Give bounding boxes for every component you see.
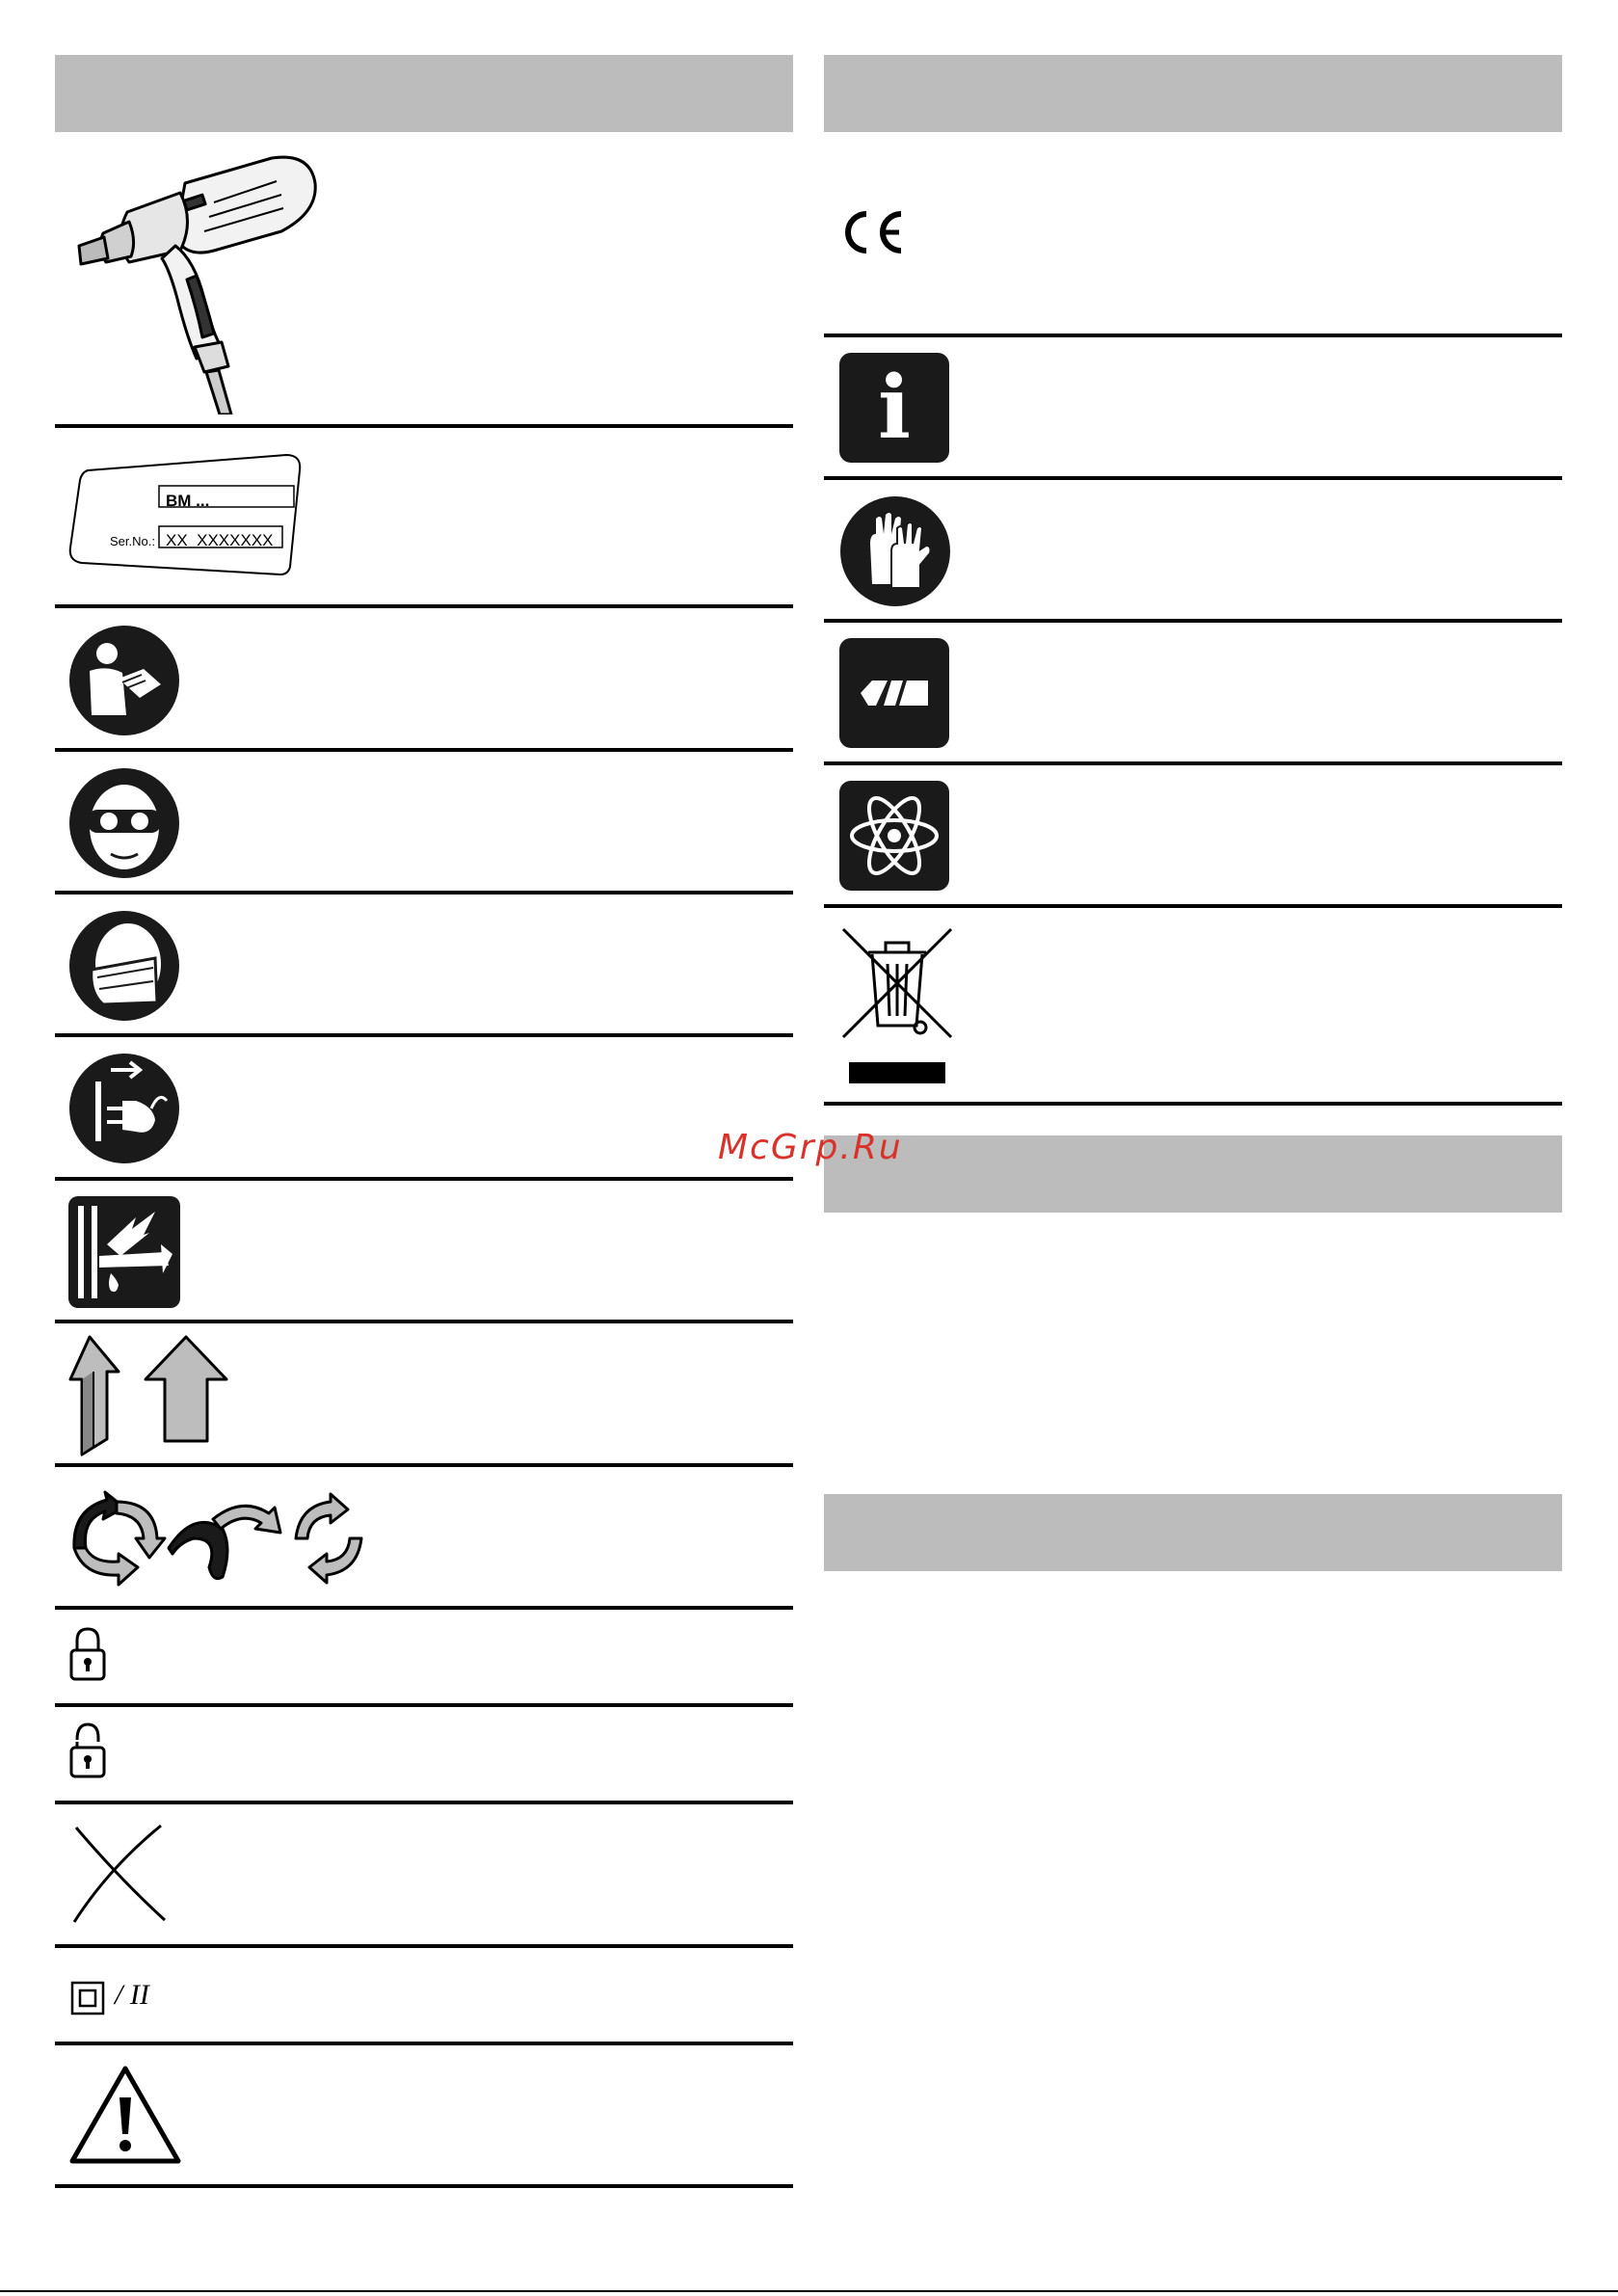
flat-chisel-icon xyxy=(839,638,949,748)
ce-row xyxy=(824,135,1562,337)
cross-row xyxy=(55,1804,793,1948)
unlock-row xyxy=(55,1707,793,1804)
atom-icon xyxy=(839,781,949,891)
right-header-bar-3 xyxy=(824,1494,1562,1571)
left-header-bar xyxy=(55,55,793,132)
class-two-text: / II xyxy=(115,1979,149,2011)
weee-row xyxy=(824,908,1562,1106)
page-bottom-line xyxy=(0,2290,1618,2292)
gloves-row xyxy=(824,480,1562,623)
dust-mask-row xyxy=(55,894,793,1037)
nameplate-serial-caption: Ser.No.: xyxy=(110,534,155,548)
nameplate-icon xyxy=(66,453,307,578)
right-header-bar-2 xyxy=(824,1135,1562,1213)
class-two-icon xyxy=(70,1981,105,2016)
class-two-row xyxy=(55,1948,793,2045)
drill-icon xyxy=(69,145,339,414)
eye-protection-icon xyxy=(68,767,180,879)
cross-icon xyxy=(70,1824,167,1924)
gloves-icon xyxy=(839,495,951,607)
unlock-icon xyxy=(68,1721,107,1780)
rotation-direction-icon xyxy=(68,1490,377,1587)
hidden-wiring-icon xyxy=(68,1196,180,1308)
warning-icon xyxy=(68,2065,182,2165)
nameplate-model-label: BM ... xyxy=(166,492,210,510)
hidden-wiring-row xyxy=(55,1181,793,1323)
lock-icon xyxy=(68,1625,107,1683)
eye-protection-row xyxy=(55,752,793,894)
read-manual-row xyxy=(55,608,793,752)
drill-row xyxy=(55,135,793,428)
lock-row xyxy=(55,1610,793,1707)
warning-row xyxy=(55,2045,793,2188)
read-manual-icon xyxy=(68,625,180,736)
rotation-direction-row xyxy=(55,1467,793,1610)
speed-arrows-icon xyxy=(68,1333,232,1458)
ce-mark-icon xyxy=(839,210,905,254)
dust-mask-icon xyxy=(68,910,180,1022)
weee-bin-icon xyxy=(839,925,955,1085)
unplug-icon xyxy=(68,1053,180,1164)
speed-arrows-row xyxy=(55,1323,793,1467)
atom-row xyxy=(824,765,1562,908)
flat-chisel-row xyxy=(824,623,1562,765)
info-icon: i xyxy=(839,353,949,463)
nameplate-row xyxy=(55,428,793,608)
nameplate-serial-value: XX XXXXXXX xyxy=(166,531,274,549)
right-header-bar xyxy=(824,55,1562,132)
unplug-row xyxy=(55,1037,793,1181)
watermark: McGrp.Ru xyxy=(718,1128,903,1167)
info-row xyxy=(824,337,1562,480)
